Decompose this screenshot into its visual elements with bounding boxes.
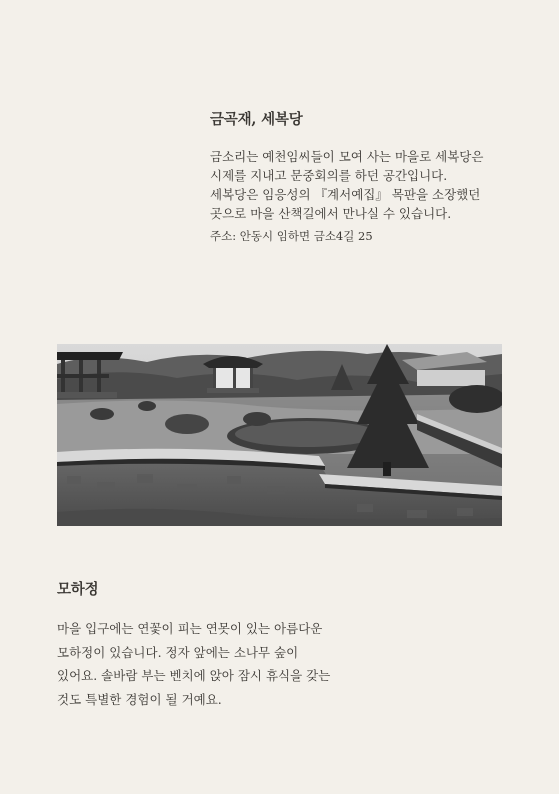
paragraph-line: 모하정이 있습니다. 정자 앞에는 소나무 숲이 xyxy=(57,644,299,660)
garden-photo-illustration xyxy=(57,344,502,526)
paragraph-line: 세복당은 임응성의 『계서예집』 목판을 소장했던 xyxy=(210,187,481,202)
address-text: 주소: 안동시 임하면 금소4길 25 xyxy=(210,229,373,243)
section-title: 모하정 xyxy=(57,581,99,598)
section-paragraph xyxy=(57,617,377,711)
paragraph-line: 금소리는 예천임씨들이 모여 사는 마을로 세복당은 xyxy=(210,149,484,164)
section-title: 금곡재, 세복당 xyxy=(210,111,303,128)
garden-photo xyxy=(57,344,502,526)
section-paragraph xyxy=(210,147,540,223)
section-geumgokjae xyxy=(210,108,540,245)
paragraph-line: 시제를 지내고 문중회의를 하던 공간입니다. xyxy=(210,168,448,183)
paragraph-line: 있어요. 솔바람 부는 벤치에 앉아 잠시 휴식을 갖는 xyxy=(57,668,331,683)
paragraph-line: 것도 특별한 경험이 될 거예요. xyxy=(57,691,222,707)
paragraph-line: 곳으로 마을 산책길에서 만나실 수 있습니다. xyxy=(210,206,452,221)
paragraph-line: 마을 입구에는 연꽃이 피는 연못이 있는 아름다운 xyxy=(57,621,323,636)
section-mohajeong xyxy=(57,578,377,711)
